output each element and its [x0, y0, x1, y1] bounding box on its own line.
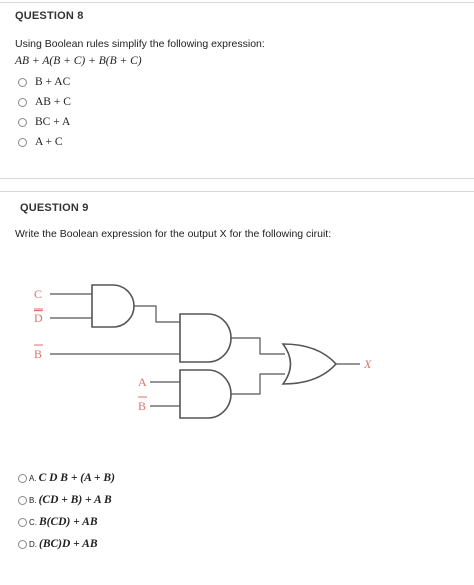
question-prompt: Write the Boolean expression for the output X for the following ciruit:: [15, 228, 332, 240]
radio-button[interactable]: [18, 540, 27, 549]
answer-option-c[interactable]: [18, 516, 98, 528]
option-expression: C D B + (A + B): [38, 472, 115, 484]
radio-button[interactable]: [18, 518, 27, 527]
option-label: A + C: [35, 136, 63, 148]
and-gate-1: [92, 285, 134, 327]
radio-button[interactable]: [18, 138, 27, 147]
answer-option-2[interactable]: [18, 96, 71, 108]
answer-option-1[interactable]: [18, 76, 70, 88]
output-x-label: X: [364, 357, 372, 371]
question-prompt: Using Boolean rules simplify the following expression:: [15, 38, 265, 50]
option-letter: D.: [29, 539, 37, 549]
option-label: B + AC: [35, 76, 71, 88]
answer-option-a[interactable]: [18, 472, 115, 484]
question-title: QUESTION 8: [15, 10, 84, 22]
option-expression: (BC)D + AB: [39, 538, 98, 550]
answer-option-b[interactable]: [18, 494, 112, 506]
and-gate-3: [180, 370, 231, 418]
or-gate: [283, 344, 336, 384]
option-letter: C.: [29, 517, 37, 527]
logic-circuit-diagram: [0, 274, 474, 424]
option-letter: A.: [29, 473, 37, 483]
question-expression: AB + A(B + C) + B(B + C): [15, 55, 142, 67]
option-label: AB + C: [35, 96, 71, 108]
radio-button[interactable]: [18, 118, 27, 127]
option-expression: (CD + B) + A B: [38, 494, 112, 506]
option-expression: B(CD) + AB: [39, 516, 98, 528]
radio-button[interactable]: [18, 474, 27, 483]
question-title: QUESTION 9: [20, 202, 89, 214]
input-a-label: A: [138, 375, 147, 389]
section-divider: [0, 178, 474, 179]
answer-option-3[interactable]: [18, 116, 70, 128]
input-d-label: D: [34, 311, 43, 325]
radio-button[interactable]: [18, 78, 27, 87]
option-letter: B.: [29, 495, 37, 505]
option-label: BC + A: [35, 116, 71, 128]
input-b-label: B: [34, 347, 43, 361]
radio-button[interactable]: [18, 496, 27, 505]
and-gate-2: [180, 314, 231, 362]
answer-option-4[interactable]: [18, 136, 63, 148]
answer-option-d[interactable]: [18, 538, 98, 550]
input-c-label: C: [34, 287, 43, 301]
input-b2-label: B: [138, 399, 147, 413]
radio-button[interactable]: [18, 98, 27, 107]
question-9: [0, 192, 474, 585]
question-8: [0, 0, 474, 178]
